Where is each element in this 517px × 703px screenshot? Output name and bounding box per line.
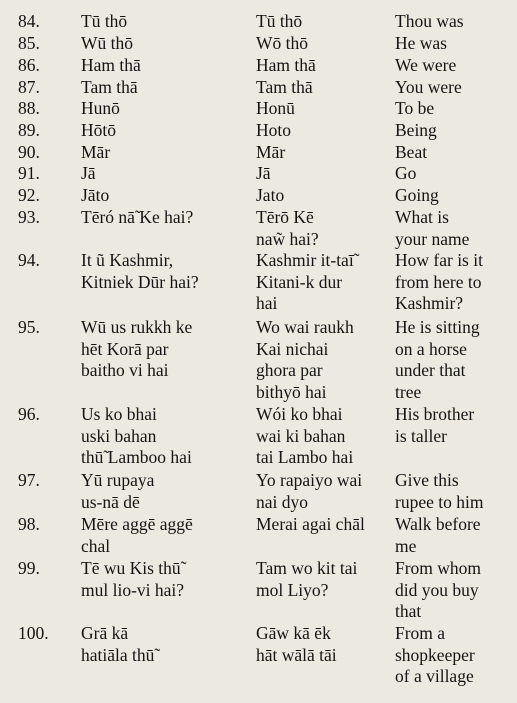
english-text: Thou was: [395, 11, 464, 31]
english-text: How far is it from here to Kashmir?: [395, 250, 483, 313]
dialect-text: Tērō Kē naw̃ hai?: [256, 207, 319, 249]
row-number: 92.: [18, 185, 40, 205]
dialect-text: Yo rapaiyo wai nai dyo: [256, 470, 363, 512]
english-text: You were: [395, 77, 462, 97]
dialect-text: Wō thō: [256, 33, 309, 53]
row-number: 96.: [18, 404, 40, 424]
hindi-text: Wū thō: [81, 33, 134, 53]
english-text: Give this rupee to him: [395, 470, 484, 512]
dialect-text: Hoto: [256, 120, 291, 140]
row-number: 100.: [18, 623, 49, 643]
english-text: Walk before me: [395, 514, 481, 556]
dialect-text: Ham thā: [256, 55, 316, 75]
hindi-text: Ham thā: [81, 55, 141, 75]
dialect-text: Tū thō: [256, 11, 303, 31]
english-text: From a shopkeeper of a village: [395, 623, 475, 686]
row-number: 93.: [18, 207, 40, 227]
row-number: 91.: [18, 163, 40, 183]
hindi-text: Hōtō: [81, 120, 116, 140]
row-number: 99.: [18, 558, 40, 578]
row-number: 88.: [18, 98, 40, 118]
hindi-text: Mēre aggē aggē chal: [81, 514, 193, 556]
english-text: To be: [395, 98, 435, 118]
dialect-text: Wói ko bhai wai ki bahan tai Lambo hai: [256, 404, 354, 467]
dialect-text: Mār: [256, 142, 286, 162]
row-number: 87.: [18, 77, 40, 97]
english-text: From whom did you buy that: [395, 558, 482, 621]
hindi-text: Yū rupaya us-nā dē: [81, 470, 155, 512]
hindi-text: Hunō: [81, 98, 120, 118]
dialect-text: Tam wo kit tai mol Liyo?: [256, 558, 358, 600]
row-number: 95.: [18, 317, 40, 337]
english-text: His brother is taller: [395, 404, 475, 446]
english-text: Being: [395, 120, 437, 140]
row-number: 85.: [18, 33, 40, 53]
hindi-text: Jāto: [81, 185, 110, 205]
hindi-text: Us ko bhai uski bahan thū̃ Lamboo hai: [81, 404, 192, 467]
english-text: He is sitting on a horse under that tree: [395, 317, 480, 402]
row-number: 90.: [18, 142, 40, 162]
hindi-text: Tam thā: [81, 77, 138, 97]
hindi-text: Jā: [81, 163, 96, 183]
hindi-text: Wū us rukkh ke hēt Korā par baitho vi hai: [81, 317, 193, 380]
row-number: 89.: [18, 120, 40, 140]
english-text: Beat: [395, 142, 428, 162]
hindi-text: Tēró nā̃ Ke hai?: [81, 207, 194, 227]
english-text: He was: [395, 33, 447, 53]
dialect-text: Merai agai chāl: [256, 514, 365, 534]
row-number: 84.: [18, 11, 40, 31]
english-text: We were: [395, 55, 457, 75]
dialect-text: Gāw kā ēk hāt wālā tāi: [256, 623, 337, 665]
hindi-text: Tū thō: [81, 11, 128, 31]
row-number: 98.: [18, 514, 40, 534]
hindi-text: Grā kā hatiāla thū̃: [81, 623, 155, 665]
dialect-text: Jato: [256, 185, 285, 205]
english-text: What is your name: [395, 207, 470, 249]
hindi-text: Tē wu Kis thū̃ mul lio-vi hai?: [81, 558, 185, 600]
row-number: 94.: [18, 250, 40, 270]
row-number: 86.: [18, 55, 40, 75]
hindi-text: Mār: [81, 142, 111, 162]
hindi-text: It ũ Kashmir, Kitniek Dūr hai?: [81, 250, 199, 292]
dialect-text: Kashmir it-taī̃ Kitani-k dur hai: [256, 250, 354, 313]
english-text: Going: [395, 185, 439, 205]
dialect-text: Honū: [256, 98, 295, 118]
english-text: Go: [395, 163, 417, 183]
dialect-text: Tam thā: [256, 77, 313, 97]
dialect-text: Jā: [256, 163, 271, 183]
dialect-text: Wo wai raukh Kai nichai ghora par bithyō hai: [256, 317, 354, 402]
row-number: 97.: [18, 470, 40, 490]
